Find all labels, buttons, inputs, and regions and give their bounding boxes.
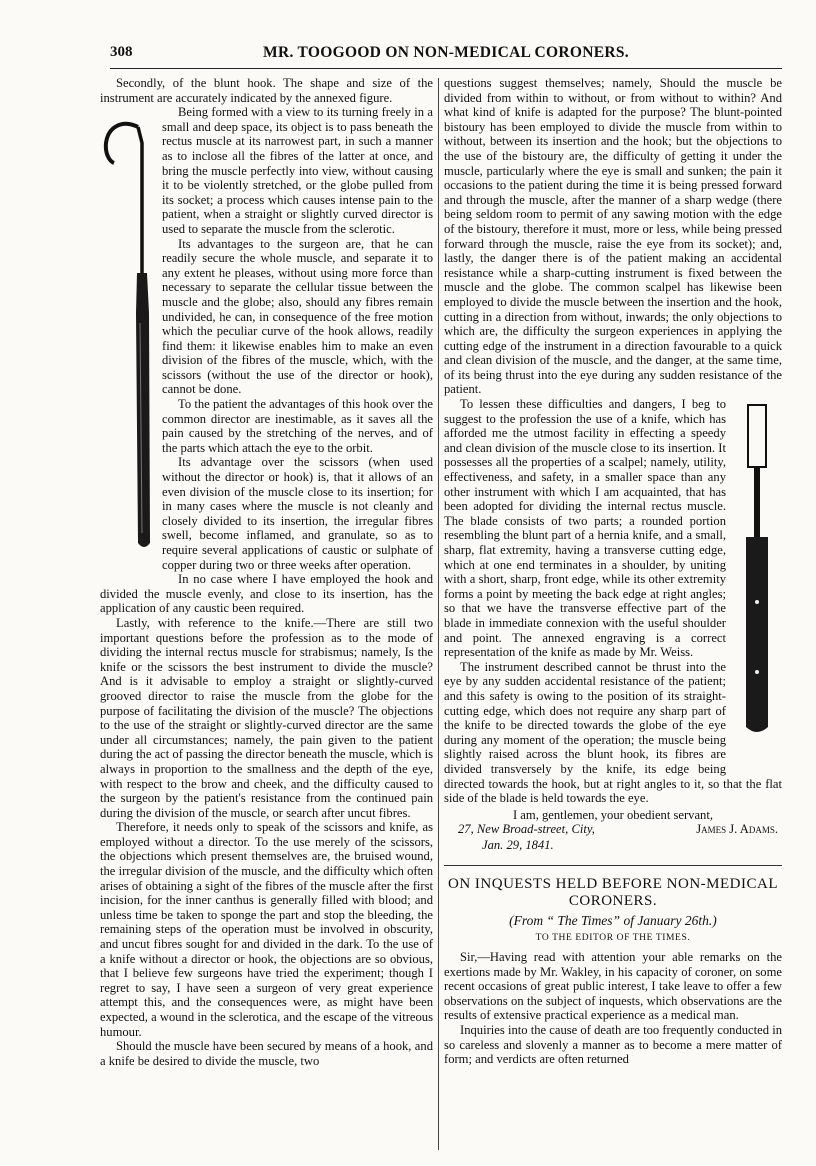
paragraph: Sir,—Having read with attention your able remarks on the exertions made by Mr. Wakley, in his capacity of coroner, on some recent occasions of great public interest, I take leave to offer a few observations on the subject of inquests, which observations are the results of extensive practical experience as a medical man.: [444, 950, 782, 1023]
letter-date: Jan. 29, 1841.: [482, 838, 554, 853]
article-addressee: TO THE EDITOR OF THE TIMES.: [535, 933, 691, 944]
article-source: (From “ The Times” of January 26th.): [509, 912, 717, 928]
sender-address: 27, New Broad-street, City,: [458, 822, 595, 837]
page-header: [110, 42, 782, 69]
paragraph: Its advantages to the surgeon are, that he can readily secure the whole muscle, and separate it to any extent he pleases, without using more force than necessary to separate the cellular tissue between the muscle and the globe; also, should any fibres remain undivided, he can, in consequence of the free motion which the peculiar curve of the hook allows, readily find them: it likewise enables him to make an even division of the fibres of the muscle, which, with the scissors (without the use of the director or hook), cannot be done.: [162, 236, 433, 397]
running-title: MR. TOOGOOD ON NON-MEDICAL CORONERS.: [263, 44, 629, 61]
paragraph: questions suggest themselves; namely, Should the muscle be divided from within to without, or from without to within? And what kind of knife is adapted for the purpose? The blunt-pointed bistoury has been employed to divide the muscle from within to without, between its insertion and the hook; but the objections to the use of the bistoury are, the difficulty of getting it under the muscle, particularly where the eye is small and sunken; the pain it occasions to the patient during the time it is being pressed forward and through the muscle, after the manner of a sharp wedge (there being seldom room to permit of any sawing motion with the edge of the bistoury, therefore it must, more or less, while being pressed forward through the muscle, raise the eye from its socket); and, lastly, the danger there is of the patient making an accidental resistance while a sharp-cutting instrument is fixed between the muscle and the globe. The common scalpel has likewise been employed to divide the muscle between the insertion and the hook, cutting in a direction from without, inwards; the only objections to which are, the difficulty the surgeon experiences in applying the cutting edge of the instrument in a direction favourable to a quick and clean division of the muscle, and the danger, at the same time, of its being thrust into the eye during any sudden resistance of the patient.: [444, 76, 782, 397]
section-separator: [444, 865, 782, 866]
paragraph: Lastly, with reference to the knife.—There are still two important questions before the profession as to the mode of dividing the internal rectus muscle for strabismus; namely, Is the knife or the scissors the best instrument to divide the muscle? And is it advisable to employ a straight or slightly-curved grooved director to raise the muscle from the globe for the purpose of facilitating the division of the muscle? The objections to the use of the straight or slightly-curved director are the same under all circumstances; namely, the pain given to the patient during the act of passing the director beneath the muscle, which is always in proportion to the smallness and the depth of the eye, with respect to the brow and cheek, and the difficulty caused to the surgeon by the patient's resistance from the continued pain during the division of the muscle, or search after uncut fibres.: [100, 615, 433, 820]
blunt-hook-figure: [100, 113, 158, 583]
knife-figure: [732, 397, 782, 767]
left-column: [100, 76, 433, 1151]
paragraph: Therefore, it needs only to speak of the scissors and knife, as employed without a director. To the use merely of the scissors, the objections which present themselves are, the bruised wound, the irregular division of the muscle, and the difficulty which often arises of obtaining a sight of the fibres of the muscle after the first incision, for the inner canthus is generally filled with blood; and unless time be taken to sponge the part and stop the bleeding, the remaining steps of the operation must be involved in obscurity, and uncut fibres sought for and divided in the dark. To the use of a knife without a director or hook, the objections are so obvious, that I believe few surgeons have tried the experiment; though I regret to say, I have seen a surgeon of very great experience attempt this, and the consequences were, as might have been expected, a wound in the sclerotica, and the escape of the vitreous humour.: [100, 820, 433, 1039]
paragraph: Being formed with a view to its turning freely in a small and deep space, its object is to pass beneath the rectus muscle at its narrowest part, in such a manner as to inclose all the fibres of the latter at once, and bring the muscle perfectly into view, without causing it to be violently stretched, or the globe pulled from its socket; a process which causes intense pain to the patient, when a straight or slightly curved director is used to separate the muscle from the sclerotic.: [162, 105, 433, 236]
page-number: 308: [110, 44, 133, 60]
column-divider: [438, 78, 439, 1150]
paragraph: To the patient the advantages of this hook over the common director are inestimable, as it saves all the pain caused by the stretching of the nerves, and of the parts which attach the eye to the orbit.: [162, 397, 433, 455]
paragraph: Inquiries into the cause of death are too frequently conducted in so careless and slovenly a manner as to become a mere matter of form; and verdicts are often returned: [444, 1023, 782, 1067]
paragraph: To lessen these difficulties and dangers, I beg to suggest to the profession the use of a knife, which has afforded me the utmost facility in effecting a speedy and clean division of the muscle close to its insertion. It possesses all the properties of a scalpel; namely, utility, effectiveness, and safety, in a smaller space than any other instrument with which I am acquainted, that has been adopted for dividing the internal rectus muscle. The blade consists of two parts; a rounded portion resembling the blunt part of a hernia knife, and a small, sharp, flat extremity, having a transverse cutting edge, which at one end terminates in a shoulder, by uniting with a short, sharp, front edge, while its other extremity forms a point by meeting the back edge at right angles; so that we have the transverse effective part of the blade in immediate connexion with the useful shoulder and point. The annexed engraving is a correct representation of the knife as made by Mr. Weiss.: [444, 397, 726, 660]
signature-line: [444, 822, 782, 838]
paragraph: Secondly, of the blunt hook. The shape and size of the instrument are accurately indicated by the annexed figure.: [100, 76, 433, 105]
paragraph: Its advantage over the scissors (when used without the director or hook) is, that it allows of an even division of the muscle close to its insertion; for in many cases where the muscle is not cleanly and closely divided to its insertion, the irregular fibres swell, become inflamed, and granulate, so as to require several applications of caustic or sulphate of copper during two or three weeks after operation.: [162, 455, 433, 572]
paragraph: Should the muscle have been secured by means of a hook, and a knife be desired to divide the muscle, two: [100, 1039, 433, 1068]
right-column: [444, 76, 782, 1151]
article-title: ON INQUESTS HELD BEFORE NON-MEDICAL CORONERS.: [448, 875, 778, 909]
author-name: James J. Adams.: [696, 822, 778, 837]
paragraph: In no case where I have employed the hook and divided the muscle evenly, and close to its insertion, has the application of any caustic been required.: [100, 572, 433, 616]
paragraph: The instrument described cannot be thrust into the eye by any sudden accidental resistance of the patient; and this safety is owing to the position of its straight-cutting edge, which does not require any sharp part of the knife to be directed towards the globe of the eye during any moment of the operation; the muscle being slightly raised across the blunt hook, its fibres are divided transversely by the knife, its edge being directed towards the hook, but at right angles to it, so that the flat side of the blade is held towards the eye.: [444, 659, 782, 806]
letter-closing: I am, gentlemen, your obedient servant,: [512, 807, 714, 822]
